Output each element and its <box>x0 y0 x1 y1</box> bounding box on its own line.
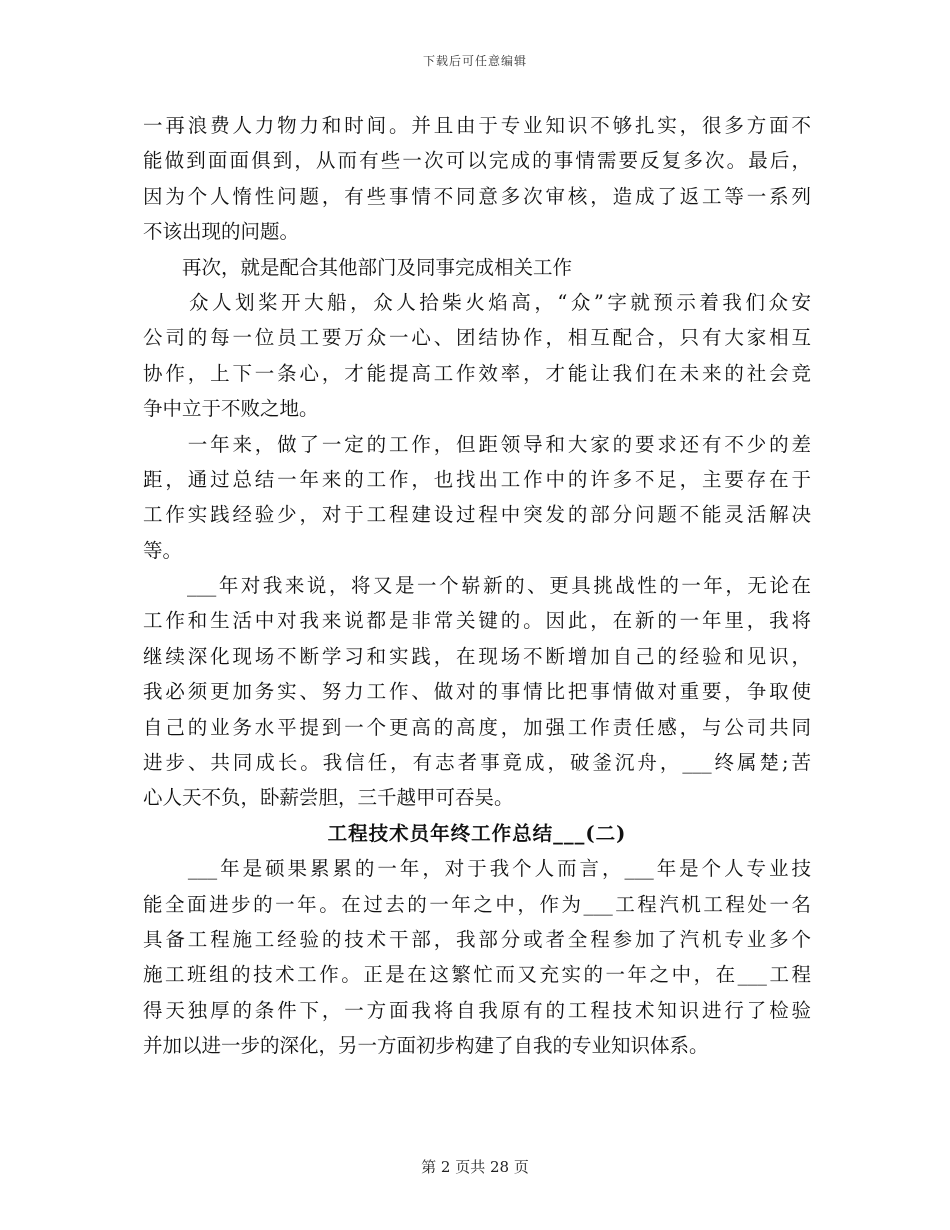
document-body <box>143 108 811 1064</box>
section-title: 工程技术员年终工作总结___(二) <box>327 821 627 845</box>
body-line: 我必须更加务实、努力工作、做对的事情比把事情做对重要，争取使 <box>143 680 811 704</box>
body-line: 心人天不负，卧薪尝胆，三千越甲可吞吴。 <box>143 786 514 810</box>
body-line: 协作，上下一条心，才能提高工作效率，才能让我们在未来的社会竞 <box>143 361 811 385</box>
body-line: 等。 <box>143 538 183 562</box>
body-line: 工作和生活中对我来说都是非常关键的。因此，在新的一年里，我将 <box>143 609 811 633</box>
body-line: 施工班组的技术工作。正是在这繁忙而又充实的一年之中，在___工程 <box>143 963 811 987</box>
body-line: 工作实践经验少，对于工程建设过程中突发的部分问题不能灵活解决 <box>143 503 811 527</box>
body-line: 继续深化现场不断学习和实践，在现场不断增加自己的经验和见识， <box>143 644 811 668</box>
body-line: 并加以进一步的深化，另一方面初步构建了自我的专业知识体系。 <box>143 1034 709 1058</box>
body-line: 一再浪费人力物力和时间。并且由于专业知识不够扎实，很多方面不 <box>143 114 811 137</box>
body-line: 得天独厚的条件下，一方面我将自我原有的工程技术知识进行了检验 <box>143 998 811 1022</box>
section-subheading: 再次，就是配合其他部门及同事完成相关工作 <box>143 255 573 279</box>
body-line: 具备工程施工经验的技术干部，我部分或者全程参加了汽机专业多个 <box>143 927 811 951</box>
body-line: 距，通过总结一年来的工作，也找出工作中的许多不足，主要存在于 <box>143 467 811 491</box>
body-line: 争中立于不败之地。 <box>143 397 319 421</box>
body-line: ___年是硕果累累的一年，对于我个人而言，___年是个人专业技 <box>143 857 811 881</box>
page-header: 下载后可任意编辑 <box>422 54 527 68</box>
body-line: 公司的每一位员工要万众一心、团结协作，相互配合，只有大家相互 <box>143 326 811 350</box>
body-line: 不该出现的问题。 <box>143 220 300 244</box>
body-line: 进步、共同成长。我信任，有志者事竟成，破釜沉舟，___终属楚;苦 <box>143 751 811 775</box>
body-line: ___年对我来说，将又是一个崭新的、更具挑战性的一年，无论在 <box>143 574 811 598</box>
body-line: 能做到面面俱到，从而有些一次可以完成的事情需要反复多次。最后， <box>143 149 811 173</box>
body-line: 自己的业务水平提到一个更高的高度，加强工作责任感，与公司共同 <box>143 715 811 739</box>
page-footer: 第 2 页共 28 页 <box>421 1158 529 1176</box>
body-line: 一年来，做了一定的工作，但距领导和大家的要求还有不少的差 <box>143 432 811 456</box>
body-line: 因为个人惰性问题，有些事情不同意多次审核，造成了返工等一系列 <box>143 184 811 208</box>
body-line: 众人划桨开大船，众人拾柴火焰高，“众”字就预示着我们众安 <box>143 290 811 314</box>
body-line: 能全面进步的一年。在过去的一年之中，作为___工程汽机工程处一名 <box>143 892 811 916</box>
